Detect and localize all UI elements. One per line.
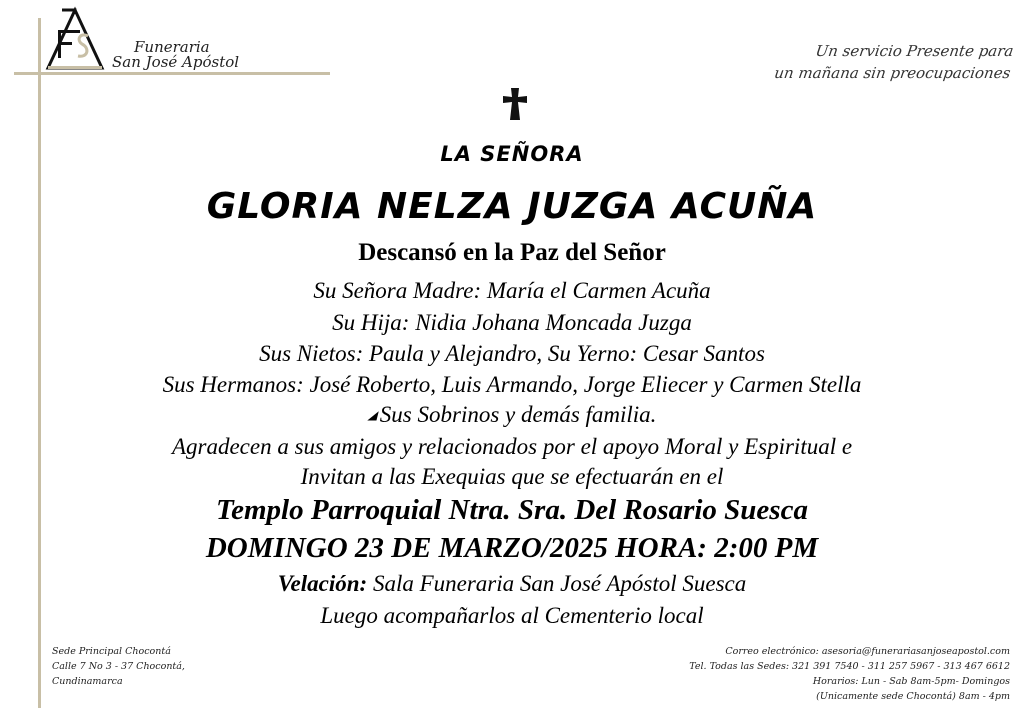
brand-line1: Funeraria [134, 38, 210, 56]
fs-monogram-logo [44, 6, 106, 72]
brand-line2: San José Apóstol [112, 53, 240, 71]
invite-line: Invitan a las Exequias que se efectuarán en el [300, 464, 724, 489]
footer-address [52, 644, 185, 689]
brand-name [112, 40, 239, 70]
footer-left-line: Cundinamarca [52, 676, 123, 687]
wake-label: Velación: [277, 571, 368, 596]
footer-left-line: Sede Principal Chocontá [52, 646, 171, 657]
slogan-line1: Un servicio Presente para [814, 42, 1015, 60]
footer-contact [689, 644, 1010, 704]
deceased-name: GLORIA NELZA JUZGA ACUÑA [206, 186, 818, 227]
venue: Templo Parroquial Ntra. Sra. Del Rosario Suesca [216, 494, 808, 526]
cross-icon [500, 86, 530, 122]
footer-right-line: (Unicamente sede Chocontá) 8am - 4pm [816, 691, 1010, 702]
wake-line [0, 571, 1024, 597]
siblings-line: Sus Hermanos: José Roberto, Luis Armando, Jorge Eliecer y Carmen Stella [162, 372, 862, 397]
nephews-line [0, 402, 1024, 428]
thanks-line: Agradecen a sus amigos y relacionados por el apoyo Moral y Espiritual e [171, 434, 853, 459]
wake-value: Sala Funeraria San José Apóstol Suesca [372, 571, 747, 596]
notice-title: LA SEÑORA [440, 142, 584, 166]
grandchildren-line: Sus Nietos: Paula y Alejandro, Su Yerno: Cesar Santos [259, 341, 765, 366]
footer-right-line: Correo electrónico: asesoria@funerariasanjoseapostol.com [725, 646, 1010, 657]
service-datetime: DOMINGO 23 DE MARZO/2025 HORA: 2:00 PM [205, 532, 819, 564]
footer-right-line: Horarios: Lun - Sab 8am-5pm- Domingos [812, 676, 1010, 687]
footer-left-line: Calle 7 No 3 - 37 Chocontá, [52, 661, 185, 672]
footer-right-line: Tel. Todas las Sedes: 321 391 7540 - 311 257 5967 - 313 467 6612 [689, 661, 1010, 672]
slogan-line2: un mañana sin preocupaciones [773, 64, 1012, 82]
frame-horizontal-line [14, 72, 330, 75]
mother-line: Su Señora Madre: María el Carmen Acuña [313, 278, 711, 303]
daughter-line: Su Hija: Nidia Johana Moncada Juzga [332, 310, 692, 335]
rest-line: Descansó en la Paz del Señor [358, 239, 666, 266]
nephews-text: Sus Sobrinos y demás familia. [379, 402, 657, 427]
triangle-bullet-icon: ◢ [367, 408, 377, 422]
closing-line: Luego acompañarlos al Cementerio local [320, 603, 704, 628]
slogan [773, 40, 1015, 84]
